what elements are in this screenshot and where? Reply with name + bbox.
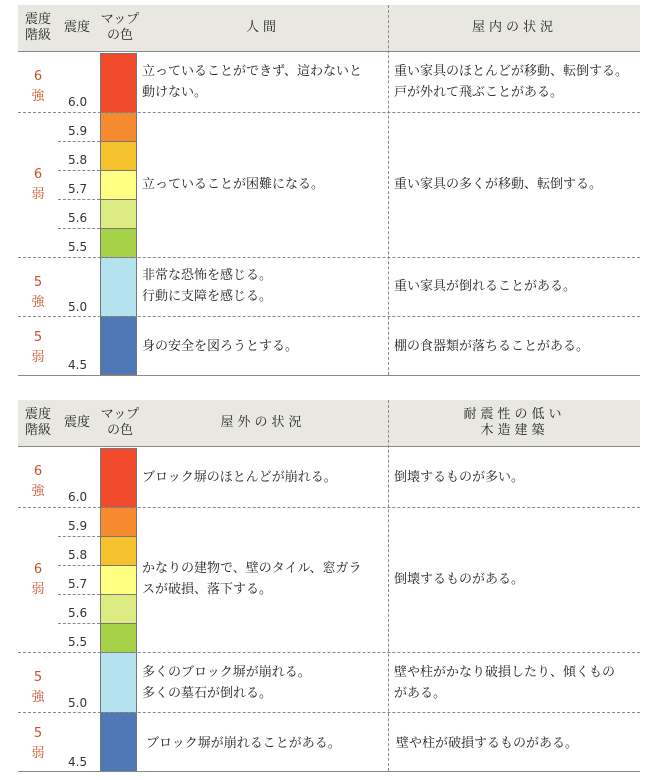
header-level-line1: 震度 xyxy=(24,12,51,27)
tick-5-0: 5.0 xyxy=(68,300,88,314)
level-6-weak xyxy=(26,165,50,205)
wooden-5-weak xyxy=(396,733,638,754)
table-header xyxy=(18,5,640,51)
color-band-5-8 xyxy=(100,536,137,565)
tick-5-7: 5.7 xyxy=(68,577,88,591)
cell-line: 壁や柱がかなり破損したり、傾くもの xyxy=(394,665,616,680)
level-number: 5 xyxy=(33,670,43,685)
header-divider xyxy=(18,446,640,447)
tick-5-0: 5.0 xyxy=(68,696,88,710)
tick-5-8: 5.8 xyxy=(68,153,88,167)
level-number: 5 xyxy=(33,330,43,345)
level-suffix: 弱 xyxy=(31,582,45,597)
header-level xyxy=(20,12,56,44)
row-divider xyxy=(18,257,640,258)
header-level-line1: 震度 xyxy=(24,407,51,422)
tick-5-9: 5.9 xyxy=(68,519,88,533)
header-human: 人間 xyxy=(245,20,280,35)
level-5-strong xyxy=(26,668,50,708)
outdoor-6-strong xyxy=(142,467,386,488)
tick-5-9: 5.9 xyxy=(68,124,88,138)
header-map-line1: マップ xyxy=(100,407,140,422)
cell-line: 多くの墓石が倒れる。 xyxy=(142,686,273,701)
human-5-strong xyxy=(142,265,386,307)
header-level-line2: 階級 xyxy=(24,28,51,43)
row-divider xyxy=(18,652,640,653)
level-6-strong xyxy=(26,67,50,107)
cell-line: ブロック塀のほとんどが崩れる。 xyxy=(142,470,337,485)
level-6-strong xyxy=(26,462,50,502)
header-intensity: 震度 xyxy=(63,415,90,430)
color-band-5-9 xyxy=(100,507,137,536)
header-wooden-line2: 木造建築 xyxy=(480,423,549,438)
intensity-table-human-indoor xyxy=(18,5,640,375)
level-number: 5 xyxy=(33,726,43,741)
header-wooden xyxy=(389,407,640,439)
color-band-5-5 xyxy=(100,228,137,257)
color-band-5-0 xyxy=(100,652,137,712)
wooden-6-weak xyxy=(394,569,638,590)
header-level xyxy=(20,407,56,439)
row-divider xyxy=(18,112,640,113)
indoor-5-strong xyxy=(394,276,638,297)
intensity-table-outdoor-wooden xyxy=(18,400,640,772)
cell-line: がある。 xyxy=(394,686,447,701)
header-map-line1: マップ xyxy=(100,12,140,27)
cell-line: ブロック塀が崩れることがある。 xyxy=(146,736,341,751)
cell-line: 戸が外れて飛ぶことがある。 xyxy=(394,85,564,100)
tick-5-7: 5.7 xyxy=(68,182,88,196)
level-number: 6 xyxy=(33,69,43,84)
color-band-6-0 xyxy=(100,53,137,112)
cell-line: 壁や柱が破損するものがある。 xyxy=(396,736,579,751)
tick-6-0: 6.0 xyxy=(68,95,88,109)
level-number: 6 xyxy=(33,464,43,479)
wooden-6-strong xyxy=(394,467,638,488)
header-level-line2: 階級 xyxy=(24,423,51,438)
color-band-5-8 xyxy=(100,141,137,170)
indoor-6-weak xyxy=(394,174,638,195)
level-suffix: 強 xyxy=(31,295,45,310)
tick-5-6: 5.6 xyxy=(68,606,88,620)
cell-line: 重い家具の多くが移動、転倒する。 xyxy=(394,177,603,192)
human-6-weak xyxy=(142,174,386,195)
tick-5-5: 5.5 xyxy=(68,635,88,649)
level-suffix: 弱 xyxy=(31,746,45,761)
tick-6-0: 6.0 xyxy=(68,490,88,504)
level-suffix: 弱 xyxy=(31,350,45,365)
outdoor-5-strong xyxy=(142,662,386,704)
human-5-weak xyxy=(142,336,386,357)
header-intensity: 震度 xyxy=(63,20,90,35)
cell-line: 行動に支障を感じる。 xyxy=(142,289,273,304)
tick-divider xyxy=(58,594,100,595)
cell-line: 倒壊するものが多い。 xyxy=(394,470,525,485)
row-divider xyxy=(18,507,640,508)
color-band-5-7 xyxy=(100,565,137,594)
tick-4-5: 4.5 xyxy=(68,755,88,769)
color-band-5-7 xyxy=(100,170,137,199)
outdoor-5-weak xyxy=(146,733,386,754)
cell-line: かなりの建物で、壁のタイル、窓ガラ xyxy=(142,561,362,576)
table-header xyxy=(18,400,640,446)
cell-line: 重い家具のほとんどが移動、転倒する。 xyxy=(394,64,629,79)
tick-5-6: 5.6 xyxy=(68,211,88,225)
level-suffix: 強 xyxy=(31,690,45,705)
indoor-6-strong xyxy=(394,61,638,103)
color-band-6-0 xyxy=(100,448,137,507)
tick-divider xyxy=(58,228,100,229)
indoor-5-weak xyxy=(394,336,638,357)
cell-line: 立っていることができず、這わないと xyxy=(142,64,362,79)
column-divider xyxy=(388,400,389,771)
header-map-color xyxy=(98,12,142,44)
color-band-4-5 xyxy=(100,712,137,772)
row-divider xyxy=(18,316,640,317)
color-band-4-5 xyxy=(100,316,137,375)
level-number: 5 xyxy=(33,275,43,290)
cell-line: 非常な恐怖を感じる。 xyxy=(142,268,273,283)
level-suffix: 強 xyxy=(31,89,45,104)
header-map-color xyxy=(98,407,142,439)
tick-divider xyxy=(58,141,100,142)
wooden-5-strong xyxy=(394,662,638,704)
level-6-weak xyxy=(26,560,50,600)
cell-line: 身の安全を図ろうとする。 xyxy=(142,339,299,354)
cell-line: 棚の食器類が落ちることがある。 xyxy=(394,339,590,354)
tick-divider xyxy=(58,170,100,171)
tick-divider xyxy=(58,199,100,200)
cell-line: 多くのブロック塀が崩れる。 xyxy=(142,665,311,680)
header-outdoor: 屋外の状況 xyxy=(220,415,306,430)
table-bottom-border xyxy=(18,375,640,376)
header-indoor: 屋内の状況 xyxy=(471,20,557,35)
level-5-strong xyxy=(26,273,50,313)
header-divider xyxy=(18,51,640,52)
tick-5-8: 5.8 xyxy=(68,548,88,562)
tick-divider xyxy=(58,623,100,624)
header-wooden-line1: 耐震性の低い xyxy=(463,407,566,422)
column-divider xyxy=(388,5,389,375)
cell-line: スが破損、落下する。 xyxy=(142,582,273,597)
human-6-strong xyxy=(142,61,386,103)
level-5-weak xyxy=(26,328,50,368)
tick-5-5: 5.5 xyxy=(68,240,88,254)
color-band-5-5 xyxy=(100,623,137,652)
cell-line: 立っていることが困難になる。 xyxy=(142,177,325,192)
cell-line: 重い家具が倒れることがある。 xyxy=(394,279,577,294)
level-5-weak xyxy=(26,724,50,764)
level-suffix: 弱 xyxy=(31,187,45,202)
tick-divider xyxy=(58,565,100,566)
color-band-5-0 xyxy=(100,257,137,316)
row-divider xyxy=(18,712,640,713)
tick-divider xyxy=(58,536,100,537)
header-map-line2: の色 xyxy=(106,423,133,438)
level-number: 6 xyxy=(33,167,43,182)
cell-line: 倒壊するものがある。 xyxy=(394,572,525,587)
table-bottom-border xyxy=(18,771,640,772)
level-suffix: 強 xyxy=(31,484,45,499)
color-band-5-9 xyxy=(100,112,137,141)
cell-line: 動けない。 xyxy=(142,85,208,100)
color-band-5-6 xyxy=(100,199,137,228)
tick-4-5: 4.5 xyxy=(68,358,88,372)
header-map-line2: の色 xyxy=(106,28,133,43)
color-band-5-6 xyxy=(100,594,137,623)
outdoor-6-weak xyxy=(142,558,386,600)
level-number: 6 xyxy=(33,562,43,577)
